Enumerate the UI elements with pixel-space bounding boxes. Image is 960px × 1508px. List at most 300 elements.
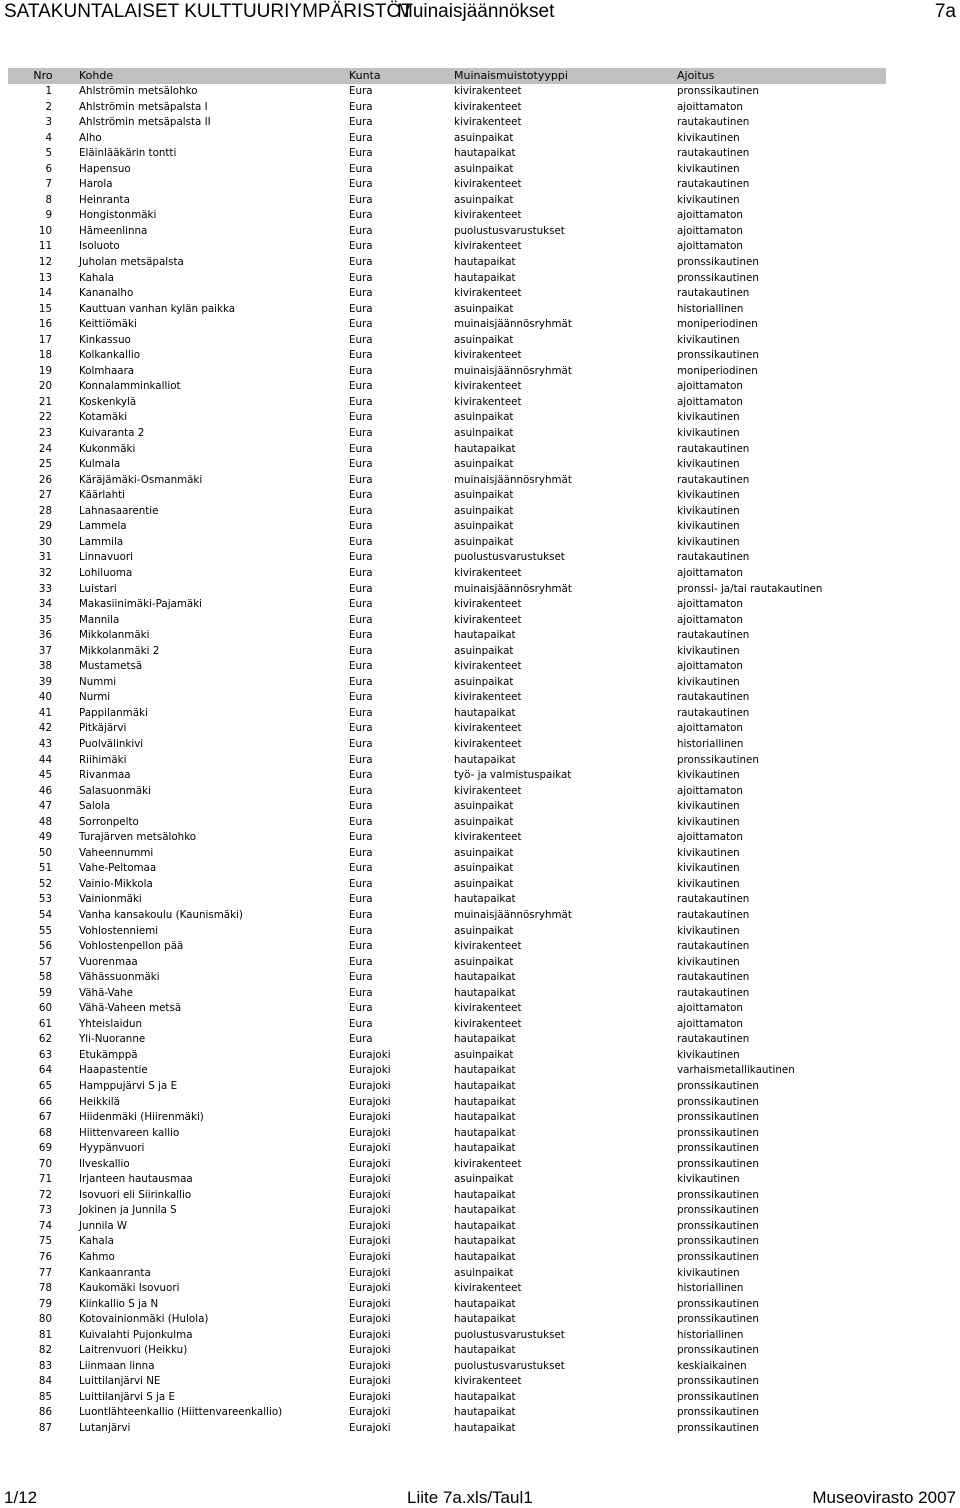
cell-nro: 14 — [38, 287, 52, 300]
cell-kunta: Eura — [349, 908, 373, 921]
cell-muinaismuistotyyppi: kivirakenteet — [454, 349, 522, 362]
cell-kohde: Ahlströmin metsäpalsta II — [79, 116, 211, 129]
footer-page-number: 1/12 — [4, 1488, 38, 1507]
cell-kohde: Laitrenvuori (Heikku) — [79, 1344, 188, 1357]
cell-nro: 3 — [45, 116, 52, 129]
cell-kohde: Hamppujärvi S ja E — [79, 1080, 178, 1092]
cell-kohde: Luittilanjärvi S ja E — [79, 1390, 175, 1403]
cell-kunta: Eurajoki — [349, 1111, 391, 1124]
cell-muinaismuistotyyppi: hautapaikat — [454, 706, 516, 719]
cell-muinaismuistotyyppi: hautapaikat — [454, 147, 516, 160]
cell-kohde: Kankaanranta — [79, 1266, 151, 1279]
cell-kunta: Eura — [349, 629, 373, 642]
cell-nro: 68 — [38, 1126, 52, 1139]
cell-kohde: Vahe-Peltomaa — [79, 862, 157, 875]
cell-ajoitus: pronssikautinen — [677, 1375, 759, 1388]
cell-kohde: Kuivaranta 2 — [79, 427, 145, 440]
cell-ajoitus: pronssikautinen — [677, 256, 759, 269]
cell-kohde: Riihimäki — [79, 753, 127, 766]
cell-ajoitus: ajoittamaton — [677, 831, 743, 844]
table-row — [8, 1079, 886, 1095]
cell-nro: 64 — [38, 1064, 52, 1077]
cell-muinaismuistotyyppi: kivirakenteet — [454, 1282, 522, 1295]
table-row — [8, 193, 886, 209]
cell-kunta: Eurajoki — [349, 1064, 391, 1077]
table-row — [8, 566, 886, 582]
cell-muinaismuistotyyppi: hautapaikat — [454, 1033, 516, 1046]
table-row — [8, 410, 886, 426]
table-row — [8, 333, 886, 349]
cell-nro: 85 — [38, 1390, 52, 1403]
cell-kohde: Kolmhaara — [79, 364, 135, 377]
cell-nro: 2 — [45, 100, 52, 113]
cell-nro: 57 — [38, 955, 52, 968]
table-row — [8, 924, 886, 940]
cell-muinaismuistotyyppi: kivirakenteet — [454, 178, 522, 191]
cell-muinaismuistotyyppi: kivirakenteet — [454, 1375, 522, 1388]
cell-kunta: Eura — [349, 442, 373, 455]
cell-kohde: Salola — [79, 800, 111, 813]
cell-nro: 63 — [38, 1048, 52, 1061]
cell-muinaismuistotyyppi: asuinpaikat — [454, 411, 514, 424]
page-footer — [0, 1488, 960, 1508]
cell-kohde: Pitkäjärvi — [79, 722, 127, 735]
cell-muinaismuistotyyppi: hautapaikat — [454, 1111, 516, 1124]
cell-ajoitus: ajoittamaton — [677, 1002, 743, 1015]
table-row — [8, 239, 886, 255]
cell-kunta: Eura — [349, 893, 373, 906]
cell-ajoitus: rautakautinen — [677, 691, 750, 704]
cell-nro: 87 — [38, 1422, 52, 1435]
table-header-row — [8, 68, 886, 84]
cell-nro: 50 — [38, 846, 52, 859]
cell-kohde: Mikkolanmäki 2 — [79, 644, 160, 657]
cell-kunta: Eura — [349, 209, 373, 222]
cell-kohde: Kahala — [79, 271, 114, 284]
cell-ajoitus: pronssikautinen — [677, 1080, 759, 1092]
cell-kunta: Eura — [349, 831, 373, 844]
table-row — [8, 737, 886, 753]
cell-nro: 62 — [38, 1033, 52, 1046]
cell-nro: 52 — [38, 877, 52, 890]
cell-nro: 12 — [38, 256, 52, 269]
table-row — [8, 1390, 886, 1406]
cell-kohde: Puolvälinkivi — [79, 737, 144, 750]
cell-kohde: Luontlähteenkallio (Hiittenvareenkallio) — [79, 1406, 283, 1419]
cell-ajoitus: kivikautinen — [677, 458, 740, 471]
table-row — [8, 1405, 886, 1421]
cell-ajoitus: kivikautinen — [677, 162, 740, 175]
cell-kohde: Kukonmäki — [79, 442, 136, 455]
cell-muinaismuistotyyppi: asuinpaikat — [454, 193, 514, 206]
cell-ajoitus: moniperiodinen — [677, 364, 758, 377]
cell-kohde: Lohiluoma — [79, 566, 133, 579]
cell-kohde: Käräjämäki-Osmanmäki — [79, 473, 203, 486]
cell-ajoitus: ajoittamaton — [677, 209, 743, 222]
cell-nro: 22 — [38, 411, 52, 424]
cell-kohde: Hiittenvareen kallio — [79, 1126, 180, 1139]
table-row — [8, 519, 886, 535]
table-row — [8, 426, 886, 442]
cell-ajoitus: pronssikautinen — [677, 1111, 759, 1124]
cell-ajoitus: historiallinen — [677, 302, 744, 315]
cell-kohde: Lahnasaarentie — [79, 504, 159, 517]
cell-kunta: Eura — [349, 224, 373, 237]
cell-ajoitus: varhaismetallikautinen — [677, 1064, 795, 1077]
cell-kohde: Kotovainionmäki (Hulola) — [79, 1313, 209, 1326]
cell-kunta: Eurajoki — [349, 1142, 391, 1155]
cell-muinaismuistotyyppi: hautapaikat — [454, 1219, 516, 1232]
table-row — [8, 986, 886, 1002]
cell-ajoitus: kivikautinen — [677, 924, 740, 937]
cell-kohde: Nurmi — [79, 691, 111, 704]
cell-kohde: Vohlostenpellon pää — [79, 940, 184, 953]
cell-kunta: Eura — [349, 349, 373, 362]
cell-nro: 11 — [38, 240, 52, 253]
cell-ajoitus: kivikautinen — [677, 427, 740, 440]
table-row — [8, 597, 886, 613]
cell-nro: 81 — [38, 1328, 52, 1341]
cell-nro: 4 — [45, 131, 52, 144]
cell-nro: 29 — [38, 520, 52, 533]
cell-muinaismuistotyyppi: hautapaikat — [454, 1297, 516, 1310]
cell-nro: 32 — [38, 566, 52, 579]
cell-nro: 83 — [38, 1359, 52, 1372]
cell-kunta: Eurajoki — [349, 1080, 391, 1092]
footer-publisher: Museovirasto 2007 — [812, 1488, 956, 1507]
cell-nro: 59 — [38, 986, 52, 999]
table-row — [8, 504, 886, 520]
cell-kohde: Käärlahti — [79, 489, 126, 502]
cell-muinaismuistotyyppi: puolustusvarustukset — [454, 551, 565, 564]
table-row — [8, 1297, 886, 1313]
cell-ajoitus: rautakautinen — [677, 706, 750, 719]
cell-muinaismuistotyyppi: kivirakenteet — [454, 1017, 522, 1030]
cell-muinaismuistotyyppi: hautapaikat — [454, 1313, 516, 1326]
cell-kunta: Eura — [349, 116, 373, 129]
cell-ajoitus: ajoittamaton — [677, 240, 743, 253]
cell-kohde: Irjanteen hautausmaa — [79, 1173, 193, 1186]
cell-nro: 1 — [45, 85, 52, 97]
cell-muinaismuistotyyppi: kivirakenteet — [454, 613, 522, 626]
table-row — [8, 131, 886, 147]
cell-kunta: Eura — [349, 193, 373, 206]
table-row — [8, 1343, 886, 1359]
cell-kohde: Keittiömäki — [79, 318, 137, 331]
cell-kunta: Eurajoki — [349, 1328, 391, 1341]
cell-kohde: Hyypänvuori — [79, 1142, 145, 1155]
cell-ajoitus: kivikautinen — [677, 846, 740, 859]
cell-kunta: Eura — [349, 473, 373, 486]
table-row — [8, 582, 886, 598]
cell-muinaismuistotyyppi: hautapaikat — [454, 1344, 516, 1357]
cell-ajoitus: ajoittamaton — [677, 784, 743, 797]
cell-kunta: Eurajoki — [349, 1282, 391, 1295]
cell-nro: 33 — [38, 582, 52, 595]
cell-kunta: Eura — [349, 737, 373, 750]
cell-nro: 23 — [38, 427, 52, 440]
cell-ajoitus: ajoittamaton — [677, 1017, 743, 1030]
cell-ajoitus: kivikautinen — [677, 800, 740, 813]
cell-nro: 65 — [38, 1080, 52, 1092]
cell-ajoitus: ajoittamaton — [677, 722, 743, 735]
cell-muinaismuistotyyppi: muinaisjäännösryhmät — [454, 364, 572, 377]
cell-muinaismuistotyyppi: hautapaikat — [454, 271, 516, 284]
cell-nro: 8 — [45, 193, 52, 206]
cell-nro: 31 — [38, 551, 52, 564]
cell-kunta: Eura — [349, 427, 373, 440]
table-row — [8, 100, 886, 116]
table-row — [8, 457, 886, 473]
cell-muinaismuistotyyppi: asuinpaikat — [454, 520, 514, 533]
cell-nro: 10 — [38, 224, 52, 237]
cell-kohde: Turajärven metsälohko — [79, 831, 197, 844]
cell-ajoitus: kivikautinen — [677, 333, 740, 346]
table-row — [8, 535, 886, 551]
cell-kohde: Pappilanmäki — [79, 706, 148, 719]
table-row — [8, 861, 886, 877]
cell-kunta: Eurajoki — [349, 1188, 391, 1201]
cell-muinaismuistotyyppi: hautapaikat — [454, 629, 516, 642]
cell-nro: 77 — [38, 1266, 52, 1279]
cell-ajoitus: rautakautinen — [677, 473, 750, 486]
cell-kohde: Heikkilä — [79, 1095, 120, 1108]
cell-nro: 42 — [38, 722, 52, 735]
cell-muinaismuistotyyppi: asuinpaikat — [454, 162, 514, 175]
cell-kunta: Eura — [349, 162, 373, 175]
cell-nro: 66 — [38, 1095, 52, 1108]
cell-ajoitus: kivikautinen — [677, 520, 740, 533]
table-row — [8, 955, 886, 971]
cell-kohde: Heinranta — [79, 193, 130, 206]
cell-kohde: Vähä-Vaheen metsä — [79, 1002, 182, 1015]
cell-ajoitus: ajoittamaton — [677, 224, 743, 237]
cell-nro: 69 — [38, 1142, 52, 1155]
cell-muinaismuistotyyppi: asuinpaikat — [454, 333, 514, 346]
table-row — [8, 846, 886, 862]
cell-kohde: Kiinkallio S ja N — [79, 1297, 159, 1310]
column-header-nro: Nro — [33, 69, 53, 82]
cell-kunta: Eurajoki — [349, 1313, 391, 1326]
cell-kunta: Eurajoki — [349, 1235, 391, 1248]
cell-nro: 58 — [38, 971, 52, 984]
cell-muinaismuistotyyppi: kivirakenteet — [454, 784, 522, 797]
cell-nro: 38 — [38, 660, 52, 673]
table-row — [8, 1421, 886, 1437]
table-row — [8, 162, 886, 178]
cell-muinaismuistotyyppi: hautapaikat — [454, 1095, 516, 1108]
cell-muinaismuistotyyppi: hautapaikat — [454, 1064, 516, 1077]
cell-kunta: Eurajoki — [349, 1344, 391, 1357]
cell-muinaismuistotyyppi: kivirakenteet — [454, 395, 522, 408]
cell-ajoitus: kivikautinen — [677, 489, 740, 502]
cell-kunta: Eura — [349, 458, 373, 471]
cell-kunta: Eura — [349, 598, 373, 611]
cell-muinaismuistotyyppi: hautapaikat — [454, 1390, 516, 1403]
cell-kunta: Eura — [349, 800, 373, 813]
cell-nro: 47 — [38, 800, 52, 813]
table-row — [8, 286, 886, 302]
cell-nro: 51 — [38, 862, 52, 875]
cell-ajoitus: ajoittamaton — [677, 395, 743, 408]
cell-ajoitus: pronssikautinen — [677, 1313, 759, 1326]
cell-muinaismuistotyyppi: kivirakenteet — [454, 209, 522, 222]
cell-muinaismuistotyyppi: kivirakenteet — [454, 737, 522, 750]
table-row — [8, 1048, 886, 1064]
cell-ajoitus: kivikautinen — [677, 644, 740, 657]
cell-muinaismuistotyyppi: hautapaikat — [454, 1422, 516, 1435]
cell-nro: 74 — [38, 1219, 52, 1232]
cell-muinaismuistotyyppi: asuinpaikat — [454, 644, 514, 657]
cell-kunta: Eura — [349, 924, 373, 937]
cell-kunta: Eura — [349, 380, 373, 393]
cell-nro: 24 — [38, 442, 52, 455]
cell-ajoitus: rautakautinen — [677, 551, 750, 564]
table-row — [8, 1157, 886, 1173]
cell-ajoitus: pronssikautinen — [677, 1422, 759, 1435]
cell-kohde: Vainionmäki — [79, 893, 142, 906]
table-row — [8, 115, 886, 131]
table-row — [8, 1359, 886, 1375]
cell-ajoitus: pronssikautinen — [677, 1142, 759, 1155]
cell-kohde: Mikkolanmäki — [79, 629, 150, 642]
cell-muinaismuistotyyppi: muinaisjäännösryhmät — [454, 582, 572, 595]
cell-kunta: Eura — [349, 364, 373, 377]
cell-kohde: Kaukomäki Isovuori — [79, 1282, 180, 1295]
cell-ajoitus: rautakautinen — [677, 629, 750, 642]
cell-kunta: Eura — [349, 147, 373, 160]
table-row — [8, 255, 886, 271]
cell-kunta: Eura — [349, 551, 373, 564]
cell-nro: 73 — [38, 1204, 52, 1217]
table-row — [8, 799, 886, 815]
cell-muinaismuistotyyppi: hautapaikat — [454, 256, 516, 269]
table-row — [8, 1203, 886, 1219]
table-row — [8, 317, 886, 333]
cell-kunta: Eura — [349, 504, 373, 517]
cell-ajoitus: kivikautinen — [677, 411, 740, 424]
cell-kunta: Eurajoki — [349, 1219, 391, 1232]
cell-nro: 54 — [38, 908, 52, 921]
cell-kohde: Juholan metsäpalsta — [79, 256, 184, 269]
footer-file-name: Liite 7a.xls/Taul1 — [407, 1488, 533, 1507]
cell-ajoitus: rautakautinen — [677, 893, 750, 906]
cell-kohde: Vohlostenniemi — [79, 924, 159, 937]
cell-muinaismuistotyyppi: työ- ja valmistuspaikat — [454, 769, 572, 782]
cell-nro: 53 — [38, 893, 52, 906]
cell-ajoitus: kivikautinen — [677, 535, 740, 548]
cell-nro: 86 — [38, 1406, 52, 1419]
cell-ajoitus: kivikautinen — [677, 1266, 740, 1279]
cell-kunta: Eura — [349, 302, 373, 315]
table-row — [8, 1095, 886, 1111]
table-row — [8, 939, 886, 955]
cell-muinaismuistotyyppi: hautapaikat — [454, 1126, 516, 1139]
cell-nro: 41 — [38, 706, 52, 719]
cell-muinaismuistotyyppi: kivirakenteet — [454, 940, 522, 953]
cell-muinaismuistotyyppi: kivirakenteet — [454, 660, 522, 673]
cell-kunta: Eurajoki — [349, 1375, 391, 1388]
cell-ajoitus: pronssikautinen — [677, 1251, 759, 1264]
cell-kohde: Haapastentie — [79, 1064, 148, 1077]
table-row — [8, 721, 886, 737]
cell-kohde: Vähä-Vahe — [79, 986, 133, 999]
cell-kohde: Lammila — [79, 535, 124, 548]
cell-kohde: Kotamäki — [79, 411, 128, 424]
column-header-ajoitus: Ajoitus — [677, 69, 715, 82]
cell-kohde: Ilveskallio — [79, 1157, 130, 1170]
table-row — [8, 1110, 886, 1126]
monument-table — [8, 68, 886, 1437]
cell-muinaismuistotyyppi: hautapaikat — [454, 893, 516, 906]
cell-nro: 19 — [38, 364, 52, 377]
table-row — [8, 364, 886, 380]
cell-ajoitus: rautakautinen — [677, 908, 750, 921]
table-row — [8, 784, 886, 800]
cell-kohde: Yhteislaidun — [79, 1017, 143, 1030]
cell-nro: 70 — [38, 1157, 52, 1170]
cell-ajoitus: rautakautinen — [677, 178, 750, 191]
cell-muinaismuistotyyppi: kivirakenteet — [454, 380, 522, 393]
table-row — [8, 628, 886, 644]
cell-kohde: Alho — [79, 131, 102, 144]
cell-kunta: Eura — [349, 318, 373, 331]
cell-ajoitus: kivikautinen — [677, 675, 740, 688]
cell-muinaismuistotyyppi: kivirakenteet — [454, 1157, 522, 1170]
cell-muinaismuistotyyppi: puolustusvarustukset — [454, 1359, 565, 1372]
table-row — [8, 84, 886, 100]
cell-ajoitus: pronssikautinen — [677, 349, 759, 362]
cell-kunta: Eura — [349, 100, 373, 113]
header-subtitle: Muinaisjäännökset — [397, 1, 555, 22]
cell-nro: 18 — [38, 349, 52, 362]
cell-nro: 75 — [38, 1235, 52, 1248]
cell-kohde: Hapensuo — [79, 162, 131, 175]
cell-kohde: Kuivalahti Pujonkulma — [79, 1328, 193, 1341]
cell-kunta: Eura — [349, 722, 373, 735]
table-row — [8, 644, 886, 660]
cell-kunta: Eura — [349, 613, 373, 626]
cell-kunta: Eura — [349, 644, 373, 657]
table-row — [8, 892, 886, 908]
cell-nro: 40 — [38, 691, 52, 704]
table-row — [8, 706, 886, 722]
column-header-kohde: Kohde — [79, 69, 114, 82]
cell-kohde: Sorronpelto — [79, 815, 139, 828]
cell-nro: 30 — [38, 535, 52, 548]
cell-muinaismuistotyyppi: asuinpaikat — [454, 924, 514, 937]
cell-kunta: Eura — [349, 240, 373, 253]
cell-kunta: Eura — [349, 940, 373, 953]
cell-kohde: Yli-Nuoranne — [79, 1033, 146, 1046]
cell-muinaismuistotyyppi: hautapaikat — [454, 971, 516, 984]
cell-kunta: Eura — [349, 520, 373, 533]
cell-kunta: Eura — [349, 971, 373, 984]
cell-ajoitus: rautakautinen — [677, 940, 750, 953]
table-row — [8, 1219, 886, 1235]
cell-ajoitus: kivikautinen — [677, 862, 740, 875]
cell-muinaismuistotyyppi: asuinpaikat — [454, 862, 514, 875]
cell-kunta: Eura — [349, 660, 373, 673]
cell-nro: 21 — [38, 395, 52, 408]
cell-muinaismuistotyyppi: asuinpaikat — [454, 302, 514, 315]
cell-muinaismuistotyyppi: hautapaikat — [454, 442, 516, 455]
table-row — [8, 1281, 886, 1297]
cell-kohde: Vainio-Mikkola — [79, 877, 153, 890]
table-row — [8, 208, 886, 224]
cell-ajoitus: pronssikautinen — [677, 1390, 759, 1403]
cell-kohde: Hongistonmäki — [79, 209, 157, 222]
